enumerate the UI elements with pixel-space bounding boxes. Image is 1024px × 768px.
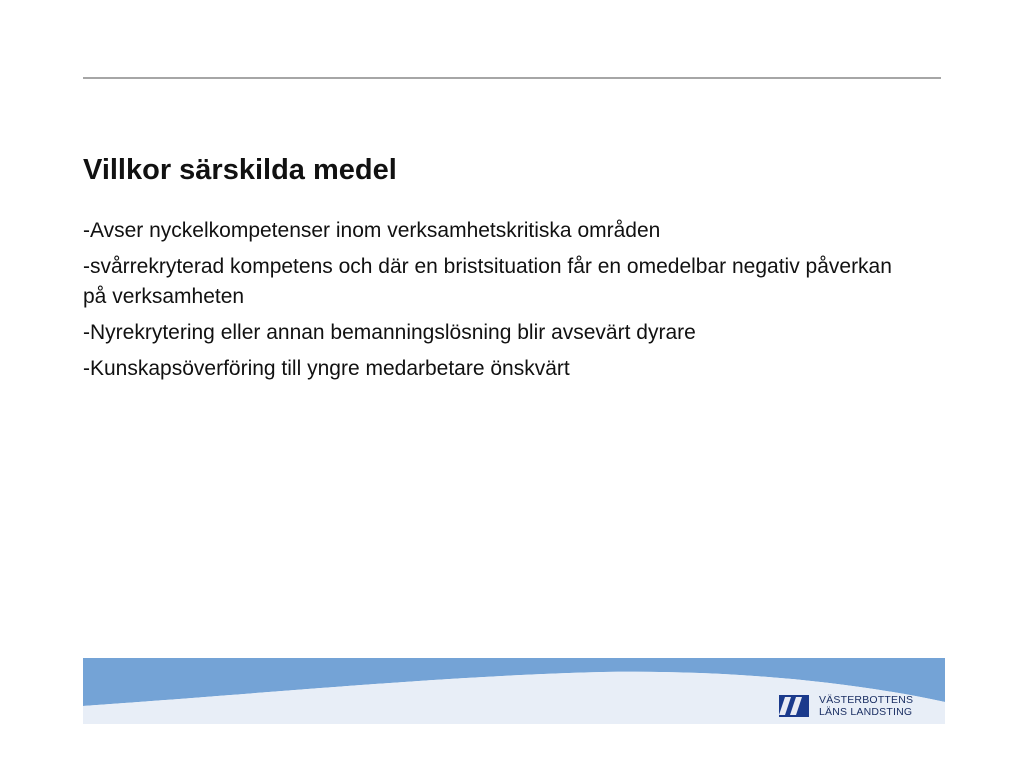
header-divider bbox=[83, 77, 941, 79]
bullet-item: -Nyrekrytering eller annan bemanningslösning blir avsevärt dyrare bbox=[83, 321, 696, 344]
bullet-list bbox=[83, 216, 903, 390]
landsting-logo-icon bbox=[779, 695, 809, 717]
bullet-item: -Avser nyckelkompetenser inom verksamhetskritiska områden bbox=[83, 219, 661, 242]
slide-title: Villkor särskilda medel bbox=[83, 154, 397, 186]
bullet-item: -svårrekryterad kompetens och där en bristsituation får en omedelbar negativ påverkan på verksamheten bbox=[83, 255, 892, 308]
organization-logo bbox=[779, 694, 913, 718]
bullet-item: -Kunskapsöverföring till yngre medarbetare önskvärt bbox=[83, 357, 570, 380]
logo-line-1: VÄSTERBOTTENS bbox=[819, 694, 914, 706]
logo-text bbox=[819, 694, 913, 718]
logo-line-2: LÄNS LANDSTING bbox=[819, 706, 913, 718]
